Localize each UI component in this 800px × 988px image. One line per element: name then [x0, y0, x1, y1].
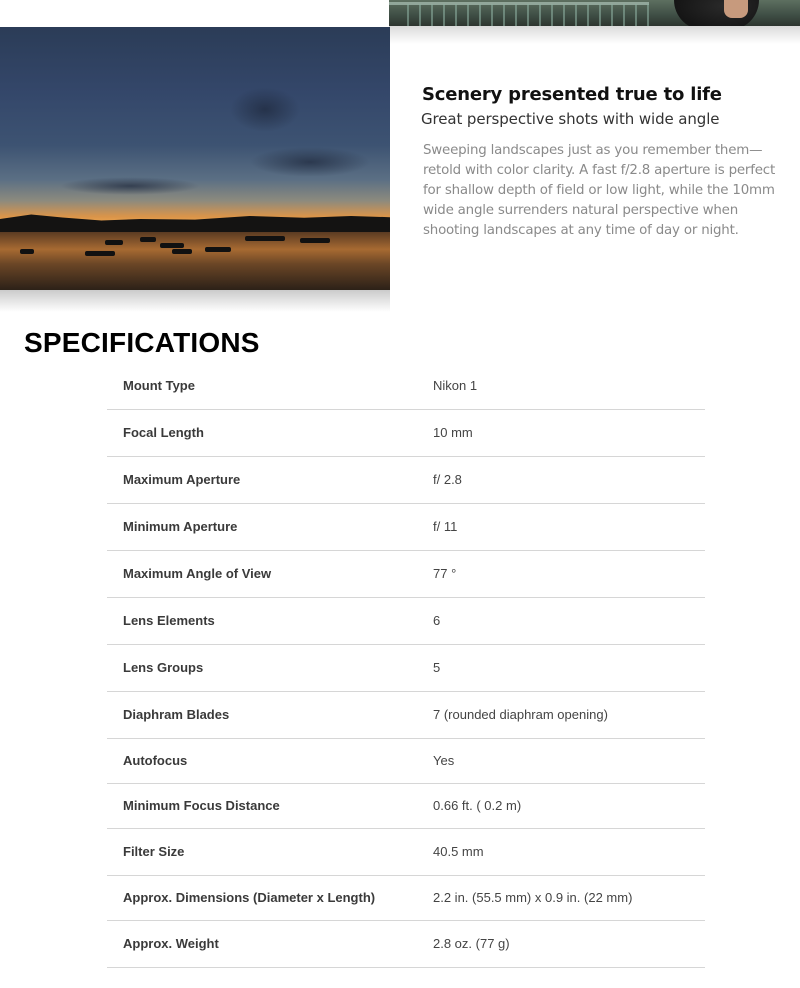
boat [245, 236, 285, 241]
boat [20, 249, 34, 254]
spec-value: 77 ° [417, 550, 705, 597]
spec-row [107, 875, 705, 920]
boat [172, 249, 192, 254]
spec-row [107, 783, 705, 828]
spec-row [107, 503, 705, 550]
spec-value: 7 (rounded diaphram opening) [417, 691, 705, 738]
spec-label: Minimum Focus Distance [107, 783, 417, 828]
feature-subheadline: Great perspective shots with wide angle [421, 110, 720, 128]
person-hand [724, 0, 748, 18]
spec-value: 10 mm [417, 409, 705, 456]
spec-row [107, 920, 705, 967]
cloud [60, 177, 200, 195]
spec-label: Filter Size [107, 828, 417, 875]
spec-label: Lens Groups [107, 644, 417, 691]
cloud [250, 147, 370, 177]
feature-description: Sweeping landscapes just as you remember them—retold with color clarity. A fast f/2.8 aperture is perfect for shallow depth of field or low light, while the 10mm wide angle surrenders natural perspective when shooting landscapes at any time of day or night. [423, 143, 776, 238]
boat [85, 251, 115, 256]
spec-row [107, 691, 705, 738]
spec-label: Autofocus [107, 738, 417, 783]
spec-label: Diaphram Blades [107, 691, 417, 738]
specifications-table [107, 362, 705, 968]
photo-reflection [389, 26, 800, 44]
railing [407, 4, 657, 26]
spec-label: Lens Elements [107, 597, 417, 644]
spec-label: Approx. Weight [107, 920, 417, 967]
spec-row [107, 550, 705, 597]
photo-reflection [0, 290, 390, 312]
spec-value: f/ 2.8 [417, 456, 705, 503]
cloud [230, 87, 300, 132]
spec-label: Approx. Dimensions (Diameter x Length) [107, 875, 417, 920]
spec-value: f/ 11 [417, 503, 705, 550]
spec-value: 2.8 oz. (77 g) [417, 920, 705, 967]
boat [160, 243, 184, 248]
spec-label: Focal Length [107, 409, 417, 456]
spec-value: Yes [417, 738, 705, 783]
spec-label: Maximum Aperture [107, 456, 417, 503]
boat [300, 238, 330, 243]
specifications-heading: SPECIFICATIONS [24, 327, 260, 358]
spec-row [107, 597, 705, 644]
feature-headline: Scenery presented true to life [422, 84, 722, 105]
spec-row [107, 456, 705, 503]
sunset-landscape-photo [0, 27, 390, 290]
lake-water [0, 232, 390, 290]
spec-row [107, 362, 705, 409]
boat [105, 240, 123, 245]
spec-row [107, 644, 705, 691]
spec-row [107, 828, 705, 875]
spec-value: 2.2 in. (55.5 mm) x 0.9 in. (22 mm) [417, 875, 705, 920]
boat [205, 247, 231, 252]
boat [140, 237, 156, 242]
spec-value: Nikon 1 [417, 362, 705, 409]
spec-label: Minimum Aperture [107, 503, 417, 550]
spec-value: 40.5 mm [417, 828, 705, 875]
spec-label: Maximum Angle of View [107, 550, 417, 597]
spec-value: 5 [417, 644, 705, 691]
previous-section-photo [389, 0, 800, 26]
spec-row [107, 738, 705, 783]
spec-value: 0.66 ft. ( 0.2 m) [417, 783, 705, 828]
spec-value: 6 [417, 597, 705, 644]
spec-row [107, 409, 705, 456]
spec-label: Mount Type [107, 362, 417, 409]
